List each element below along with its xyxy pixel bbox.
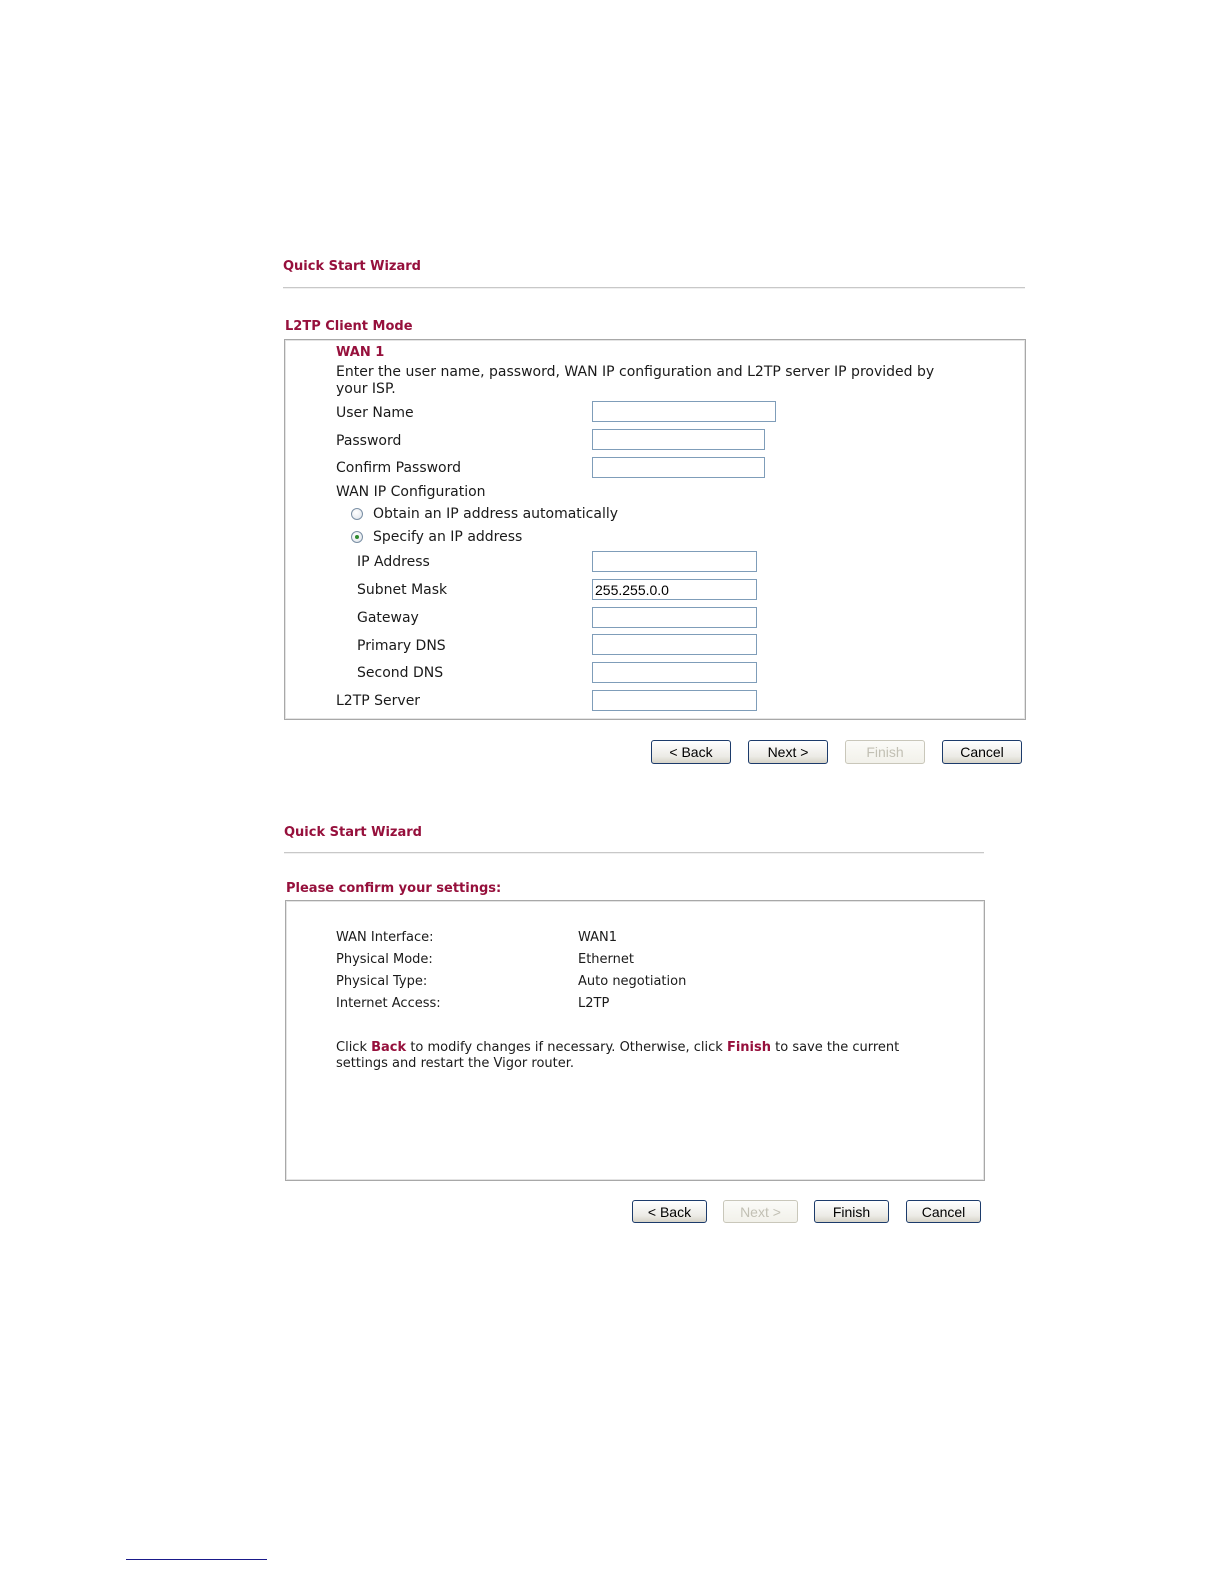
title-divider: [283, 287, 1025, 289]
password-label: Password: [336, 433, 402, 449]
user-name-label: User Name: [336, 405, 414, 421]
gateway-label: Gateway: [357, 610, 419, 626]
wizard-title: Quick Start Wizard: [283, 259, 421, 274]
note-end: to save the current: [775, 1040, 900, 1055]
confirm-note-line-2: settings and restart the Vigor router.: [336, 1056, 575, 1071]
next-button-confirm[interactable]: Next >: [723, 1200, 798, 1223]
subnet-mask-input[interactable]: [592, 579, 757, 600]
primary-dns-input[interactable]: [592, 634, 757, 655]
confirm-note-line-1: [336, 1040, 899, 1055]
obtain-auto-radio[interactable]: [351, 508, 363, 520]
note-finish: Finish: [726, 1040, 771, 1055]
summary-value: WAN1: [578, 930, 618, 945]
obtain-auto-label[interactable]: Obtain an IP address automatically: [373, 506, 619, 522]
summary-label: Physical Type:: [336, 974, 428, 989]
subnet-mask-label: Subnet Mask: [357, 582, 448, 598]
back-button[interactable]: < Back: [651, 740, 731, 764]
ip-address-input[interactable]: [592, 551, 757, 572]
confirm-password-label: Confirm Password: [336, 460, 462, 476]
summary-value: Ethernet: [578, 952, 634, 967]
summary-value: Auto negotiation: [578, 974, 687, 989]
next-button[interactable]: Next >: [748, 740, 828, 764]
title-divider-confirm: [284, 852, 984, 854]
ip-address-label: IP Address: [357, 554, 430, 570]
description-line-2: your ISP.: [336, 381, 396, 397]
finish-button-confirm[interactable]: Finish: [814, 1200, 889, 1223]
password-input[interactable]: [592, 429, 765, 450]
note-back: Back: [371, 1040, 407, 1055]
second-dns-label: Second DNS: [357, 665, 444, 681]
confirm-password-input[interactable]: [592, 457, 765, 478]
wan-ip-config-label: WAN IP Configuration: [336, 484, 486, 500]
l2tp-server-label: L2TP Server: [336, 693, 421, 709]
summary-label: Internet Access:: [336, 996, 441, 1011]
note-mid: to modify changes if necessary. Otherwise, click: [410, 1040, 723, 1055]
cancel-button-confirm[interactable]: Cancel: [906, 1200, 981, 1223]
note-click: Click: [336, 1040, 367, 1055]
wan-heading: WAN 1: [336, 345, 385, 360]
specify-ip-radio[interactable]: [351, 531, 363, 543]
wizard-title-confirm: Quick Start Wizard: [284, 825, 422, 840]
description-line-1: Enter the user name, password, WAN IP configuration and L2TP server IP provided by: [336, 364, 935, 380]
confirm-section-title: Please confirm your settings:: [286, 881, 502, 896]
section-title: L2TP Client Mode: [285, 319, 413, 334]
summary-label: Physical Mode:: [336, 952, 433, 967]
summary-label: WAN Interface:: [336, 930, 434, 945]
cancel-button[interactable]: Cancel: [942, 740, 1022, 764]
summary-value: L2TP: [578, 996, 610, 1011]
footnote-divider: [126, 1559, 267, 1560]
second-dns-input[interactable]: [592, 662, 757, 683]
gateway-input[interactable]: [592, 607, 757, 628]
back-button-confirm[interactable]: < Back: [632, 1200, 707, 1223]
user-name-input[interactable]: [592, 401, 776, 422]
finish-button[interactable]: Finish: [845, 740, 925, 764]
l2tp-server-input[interactable]: [592, 690, 757, 711]
primary-dns-label: Primary DNS: [357, 638, 446, 654]
specify-ip-label[interactable]: Specify an IP address: [373, 529, 523, 545]
